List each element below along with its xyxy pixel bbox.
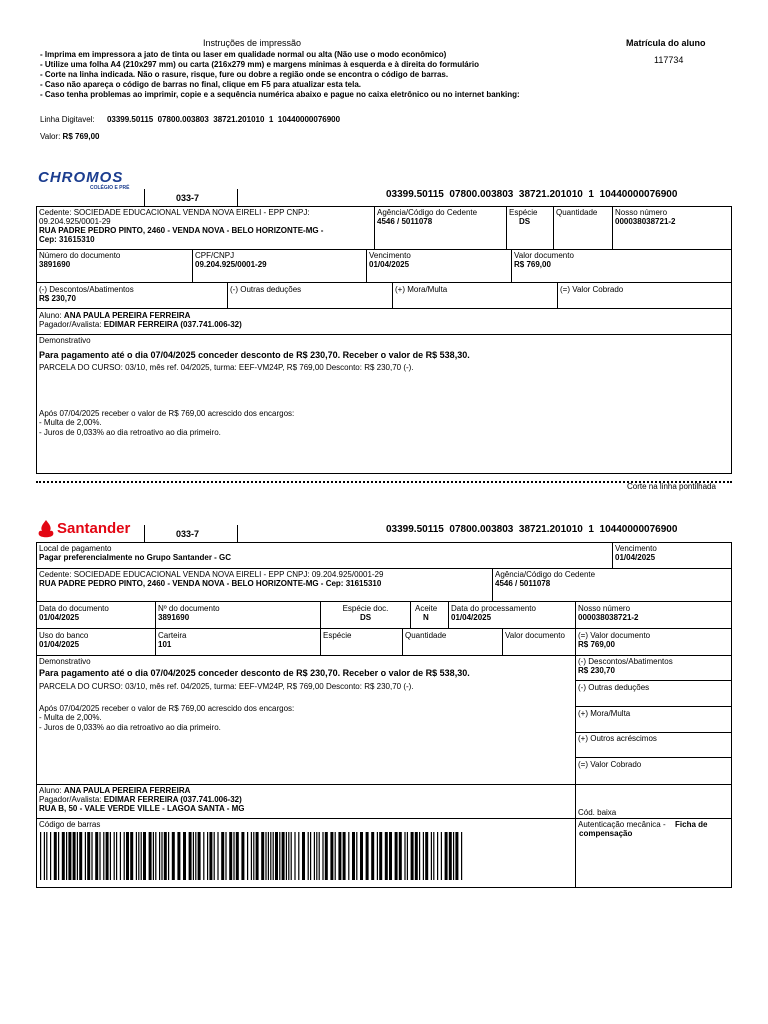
matricula-value: 117734: [654, 55, 684, 65]
codigo-barras-label: Código de barras: [39, 820, 101, 829]
nosso-numero-label: Nosso número: [578, 604, 631, 613]
cedente-cnpj: 09.204.925/0001-29: [39, 217, 111, 226]
instruction-item: - Imprima em impressora a jato de tinta ou laser em qualidade normal ou alta (Não use o modo econômico): [40, 50, 447, 59]
outros-acrescimos-label: (+) Outros acréscimos: [578, 734, 657, 743]
demonstrativo-parcela: PARCELA DO CURSO: 03/10, mês ref. 04/2025, turma: EEF-VM24P, R$ 769,00 Desconto: R$ 230,70 (-).: [39, 363, 414, 372]
valordoc-label: Valor documento: [505, 631, 565, 640]
outras-deducoes-cell: [228, 284, 392, 295]
demonstrativo-juros: - Juros de 0,033% ao dia retroativo ao dia primeiro.: [39, 722, 221, 732]
aceite-value: N: [423, 613, 429, 622]
vencimento-value: 01/04/2025: [615, 553, 656, 562]
local-pagamento-cell: [37, 543, 612, 563]
data-documento-value: 01/04/2025: [39, 613, 80, 622]
santander-flame-icon: [38, 520, 54, 538]
chromos-logo-sub: COLÉGIO E PRÉ: [90, 185, 130, 191]
pagador-value: EDIMAR FERREIRA (037.741.006-32): [103, 795, 242, 804]
agencia-value: 4546 / 5011078: [377, 217, 433, 226]
data-processamento-label: Data do processamento: [451, 604, 536, 613]
linha-digitavel-row: [40, 115, 340, 124]
linha-digitavel-label: Linha Digitavel:: [40, 115, 95, 124]
cedente-address: RUA PADRE PEDRO PINTO, 2460 - VENDA NOVA - BELO HORIZONTE-MG - Cep: 31615310: [39, 579, 382, 588]
vencimento-label: Vencimento: [369, 251, 411, 260]
nosso-numero-value: 000038038721-2: [578, 613, 639, 622]
quantidade-label: Quantidade: [556, 208, 598, 217]
data-processamento-cell: [449, 603, 575, 623]
agencia-label: Agência/Código do Cedente: [495, 570, 596, 579]
cedente-label: Cedente: SOCIEDADE EDUCACIONAL VENDA NOVA EIRELI - EPP CNPJ: 09.204.925/0001-29: [39, 570, 384, 579]
cedente-label: Cedente: SOCIEDADE EDUCACIONAL VENDA NOVA EIRELI - EPP CNPJ:: [39, 208, 310, 217]
linha-digitavel-header: 03399.50115 07800.003803 38721.201010 1 10440000076900: [386, 189, 678, 200]
chromos-logo: [38, 170, 138, 194]
nosso-numero-label: Nosso número: [615, 208, 668, 217]
ficha-compensacao-label: Ficha de compensação: [579, 820, 708, 838]
data-documento-cell: [37, 603, 155, 623]
especie-doc-value: DS: [359, 613, 372, 622]
pagador-label: Pagador/Avalista:: [39, 320, 102, 329]
descontos-label: (-) Descontos/Abatimentos: [39, 285, 134, 294]
cut-line-label: Corte na linha pontilhada: [627, 482, 716, 491]
quantidade-cell: [403, 630, 502, 641]
especie-cell: [321, 630, 402, 641]
carteira-value: 101: [158, 640, 172, 649]
uso-banco-label: Uso do banco: [39, 631, 89, 640]
demonstrativo-desconto: Para pagamento até o dia 07/04/2025 conceder desconto de R$ 230,70. Receber o valor de R$ 538,30.: [39, 668, 470, 678]
especie-value: DS: [519, 217, 531, 226]
demonstrativo-label: Demonstrativo: [39, 336, 91, 345]
valor-cobrado-label: (=) Valor Cobrado: [560, 285, 624, 294]
outros-acrescimos-cell: [576, 733, 731, 744]
instruction-item: - Corte na linha indicada. Não o rasure, risque, fure ou dobre a região onde se encontra o código de barras.: [40, 70, 449, 79]
demonstrativo-cell: [37, 656, 574, 733]
demonstrativo-juros: - Juros de 0,033% ao dia retroativo ao dia primeiro.: [39, 427, 221, 437]
uso-banco-cell: [37, 630, 155, 650]
valor-cobrado-label: (=) Valor Cobrado: [578, 760, 642, 769]
aceite-cell: [411, 603, 448, 623]
cedente-cep: Cep: 31615310: [39, 235, 95, 244]
instruction-item: - Caso tenha problemas ao imprimir, copie e a sequência numérica abaixo e pague no caixa eletrônico ou no internet banking:: [40, 90, 520, 99]
especie-label: Espécie: [323, 631, 352, 640]
valordoc-value: R$ 769,00: [514, 260, 551, 269]
demonstrativo-cell: [37, 335, 727, 438]
santander-logo: [38, 519, 138, 541]
bank-code: 033-7: [176, 193, 200, 203]
matricula-label: Matrícula do aluno: [626, 38, 706, 48]
instructions-title: Instruções de impressão: [203, 38, 302, 48]
valor-row: [40, 132, 99, 141]
especie-doc-cell: [321, 603, 410, 623]
agencia-label: Agência/Código do Cedente: [377, 208, 478, 217]
valordoc2-label: (=) Valor documento: [578, 631, 651, 640]
descontos-value: R$ 230,70: [39, 294, 76, 303]
aluno-label: Aluno:: [39, 786, 62, 795]
vencimento-value: 01/04/2025: [369, 260, 410, 269]
demonstrativo-multa: - Multa de 2,00%.: [39, 713, 102, 722]
autenticacao-label: Autenticação mecânica -: [578, 820, 666, 829]
aceite-label: Aceite: [415, 604, 438, 613]
outras-deducoes-cell: [576, 682, 731, 693]
vencimento-cell: [613, 543, 731, 563]
cod-baixa-cell: [576, 807, 731, 818]
cpf-cell: [193, 250, 366, 270]
descontos-label: (-) Descontos/Abatimentos: [578, 657, 673, 666]
ficha-compensacao: [579, 820, 729, 838]
local-pagamento-label: Local de pagamento: [39, 544, 112, 553]
cod-baixa-label: Cód. baixa: [578, 808, 617, 817]
outras-deducoes-label: (-) Outras deduções: [230, 285, 302, 294]
numdoc-label: Número do documento: [39, 251, 121, 260]
agencia-cell: [493, 569, 731, 589]
instruction-item: - Caso não apareça o código de barras no final, clique em F5 para atualizar esta tela.: [40, 80, 361, 89]
especie-label: Espécie: [509, 208, 538, 217]
aluno-value: ANA PAULA PEREIRA FERREIRA: [63, 311, 191, 320]
quantidade-cell: [554, 207, 612, 218]
valor-cobrado-cell: [576, 759, 731, 770]
bank-code: 033-7: [176, 529, 200, 539]
mora-cell: [393, 284, 557, 295]
outras-deducoes-label: (-) Outras deduções: [578, 683, 650, 692]
valor-value: R$ 769,00: [62, 132, 100, 141]
numdoc-cell: [156, 603, 320, 623]
linha-digitavel-value: 03399.50115 07800.003803 38721.201010 1 10440000076900: [106, 115, 341, 124]
nosso-numero-cell: [613, 207, 731, 227]
barcode-image: [40, 832, 465, 880]
descontos-value: R$ 230,70: [578, 666, 615, 675]
cpf-value: 09.204.925/0001-29: [195, 260, 267, 269]
vencimento-cell: [367, 250, 511, 270]
mora-cell: [576, 708, 731, 719]
valordoc-label: Valor documento: [514, 251, 574, 260]
aluno-value: ANA PAULA PEREIRA FERREIRA: [63, 786, 191, 795]
valor-cobrado-cell: [558, 284, 731, 295]
valor-label: Valor:: [40, 132, 61, 141]
valordoc-cell: [503, 630, 575, 641]
numdoc-value: 3891690: [158, 613, 190, 622]
santander-logo-text: Santander: [57, 520, 131, 537]
demonstrativo-label: Demonstrativo: [39, 657, 91, 666]
instructions-list: [40, 50, 520, 100]
cpf-label: CPF/CNPJ: [195, 251, 235, 260]
nosso-numero-cell: [576, 603, 731, 623]
numdoc-cell: [37, 250, 192, 270]
agencia-value: 4546 / 5011078: [495, 579, 551, 588]
descontos-cell: [576, 656, 731, 676]
descontos-cell: [37, 284, 227, 304]
data-documento-label: Data do documento: [39, 604, 109, 613]
linha-digitavel-header: 03399.50115 07800.003803 38721.201010 1 10440000076900: [386, 524, 678, 535]
aluno-cell: [37, 310, 727, 330]
chromos-logo-text: CHROMOS: [38, 169, 124, 186]
numdoc-value: 3891690: [39, 260, 71, 269]
carteira-cell: [156, 630, 320, 650]
pagador-cell: [37, 785, 574, 814]
cedente-address: RUA PADRE PEDRO PINTO, 2460 - VENDA NOVA - BELO HORIZONTE-MG -: [39, 226, 324, 235]
data-processamento-value: 01/04/2025: [451, 613, 492, 622]
valordoc-cell: [512, 250, 731, 270]
valordoc2-cell: [576, 630, 731, 650]
cedente-cell: [37, 207, 374, 245]
agencia-cell: [375, 207, 506, 227]
local-pagamento-value: Pagar preferencialmente no Grupo Santander - GC: [39, 553, 232, 562]
uso-banco-value: 01/04/2025: [39, 640, 80, 649]
vencimento-label: Vencimento: [615, 544, 657, 553]
codigo-barras-cell: [37, 819, 574, 830]
numdoc-label: Nº do documento: [158, 604, 220, 613]
demonstrativo-desconto: Para pagamento até o dia 07/04/2025 conceder desconto de R$ 230,70. Receber o valor de R$ 538,30.: [39, 350, 470, 360]
cedente-cell: [37, 569, 492, 589]
especie-cell: [507, 207, 553, 227]
pagador-value: EDIMAR FERREIRA (037.741.006-32): [103, 320, 242, 329]
demonstrativo-multa: - Multa de 2,00%.: [39, 418, 102, 427]
especie-doc-label: Espécie doc.: [342, 604, 389, 613]
mora-label: (+) Mora/Multa: [395, 285, 448, 294]
quantidade-label: Quantidade: [405, 631, 447, 640]
pagador-address: RUA B, 50 - VALE VERDE VILLE - LAGOA SANTA - MG: [39, 804, 245, 813]
instruction-item: - Utilize uma folha A4 (210x297 mm) ou carta (216x279 mm) e margens mínimas à esquerda e à direita do formulário: [40, 60, 479, 69]
nosso-numero-value: 000038038721-2: [615, 217, 676, 226]
demonstrativo-apos: Após 07/04/2025 receber o valor de R$ 769,00 acrescido dos encargos:: [39, 703, 295, 713]
demonstrativo-parcela: PARCELA DO CURSO: 03/10, mês ref. 04/2025, turma: EEF-VM24P, R$ 769,00 Desconto: R$ 230,70 (-).: [39, 682, 414, 691]
valordoc2-value: R$ 769,00: [578, 640, 615, 649]
pagador-label: Pagador/Avalista:: [39, 795, 102, 804]
carteira-label: Carteira: [158, 631, 187, 640]
demonstrativo-apos: Após 07/04/2025 receber o valor de R$ 769,00 acrescido dos encargos:: [39, 408, 295, 418]
mora-label: (+) Mora/Multa: [578, 709, 631, 718]
aluno-label: Aluno:: [39, 311, 62, 320]
